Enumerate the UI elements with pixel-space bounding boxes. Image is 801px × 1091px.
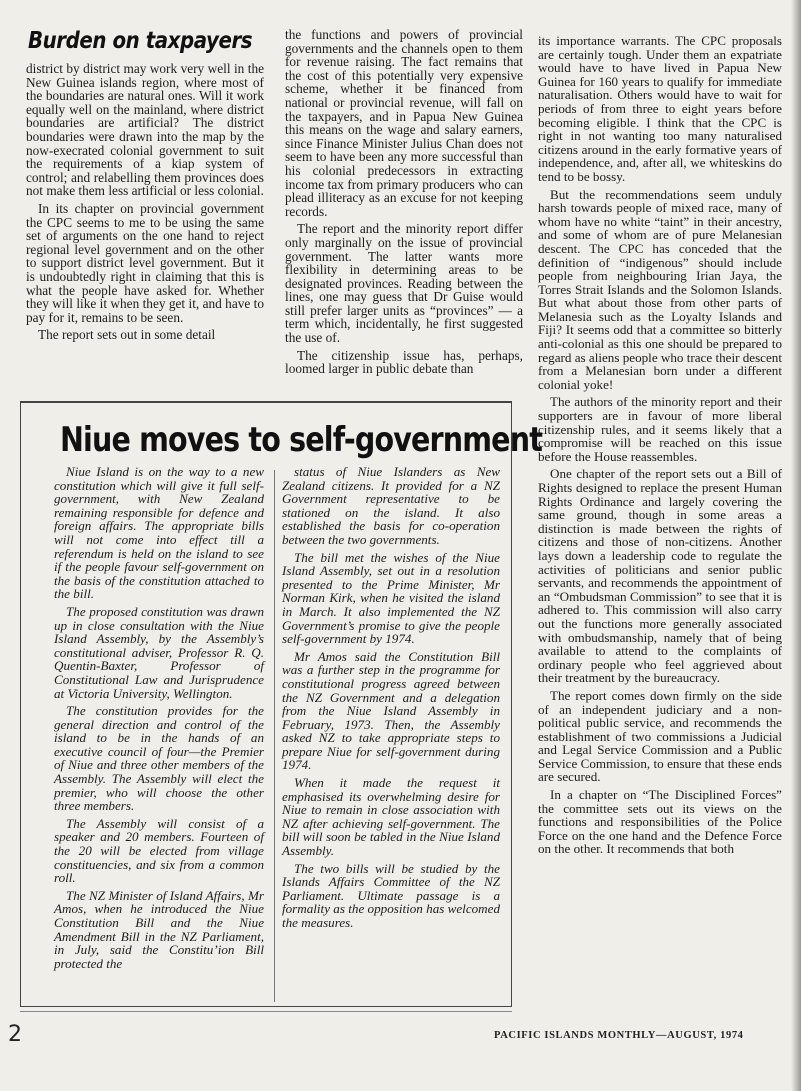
page-number: 2 xyxy=(8,1022,22,1047)
page-edge-shadow xyxy=(791,0,801,1091)
article-column-2 xyxy=(285,28,523,380)
paragraph: The bill met the wishes of the Niue Island Assembly, set out in a resolution presented to the Prime Minister, Mr Norman Kirk, when he visited the island in March. It also implemented the NZ Government’s promise to give the people self-government by 1974. xyxy=(282,549,500,647)
article-headline: Burden on taxpayers xyxy=(28,28,253,54)
boxed-story-headline: Niue moves to self-government xyxy=(60,420,543,460)
paragraph: One chapter of the report sets out a Bill of Rights designed to replace the present Human Rights Ordinance and largely covering the same ground, though in some areas a distinction is made between the rights of citizens and those of non-citizens. Another lays down a leadership code to regulate the activities of politicians and senior public servants, and recommends the appointment of an “Ombudsman Commission” to see that it is adhered to. This commission will also carry out the functions more generally associated with ombudsmanship, namely that of being available to attend to the complaints of ordinary people who feel aggrieved about their treatment by the bureaucracy. xyxy=(538,466,782,686)
article-column-3 xyxy=(538,34,782,860)
paragraph: The citizenship issue has, perhaps, loomed larger in public debate than xyxy=(285,347,523,377)
paragraph: The report comes down firmly on the side of an independent judiciary and a non-political public service, and recommends the establishment of two commissions a Judicial and Legal Service Commission and a Public Service Commission, to ensure that these ends are secured. xyxy=(538,687,782,785)
paragraph: When it made the request it emphasised its overwhelming desire for Niue to remain in close association with NZ after achieving self-government. The bill will soon be tabled in the Niue Island Assembly. xyxy=(282,775,500,859)
paragraph: In a chapter on “The Disciplined Forces” the committee sets out its views on the functions and responsibilities of the Police Force on the one hand and the Defence Force on the other. It recommends that both xyxy=(538,787,782,857)
paragraph: The Assembly will consist of a speaker and 20 members. Fourteen of the 20 will be elected from village constituencies, and six from a common roll. xyxy=(54,815,264,886)
running-footer: PACIFIC ISLANDS MONTHLY—AUGUST, 1974 xyxy=(494,1030,744,1041)
paragraph: In its chapter on provincial government the CPC seems to me to be using the same set of arguments on the one hand to reject regional level government and on the other to support district level government. But it is undoubtedly right in claiming that this is what the people have asked for. Whether they will like it when they get it, and have to pay for it, remains to be seen. xyxy=(26,200,264,325)
column-divider xyxy=(274,470,275,1002)
paragraph: The report sets out in some detail xyxy=(38,327,216,343)
paragraph: the functions and powers of provincial governments and the channels open to them for revenue raising. The fact remains that the cost of this potentially very expensive scheme, whether it be financed from national or provincial revenue, will fall on the taxpayers, and in Papua New Guinea this means on the wage and salary earners, since Finance Minister Julius Chan does not seem to have been any more successful than his colonial predecessors in extracting income tax from primary producers who can plead illiteracy as an excuse for not keeping records. xyxy=(285,27,523,219)
paragraph: district by district may work very well in the New Guinea islands region, where most of the boundaries are natural ones. Will it work equally well on the mainland, where district boundaries are artificial? The district boundaries were drawn into the map by the now-execrated colonial government to suit the requirements of a kiap system of control; and relabelling them provinces does not make them less artificial or less colonial. xyxy=(26,61,264,199)
paragraph: The authors of the minority report and their supporters are in favour of more liberal citizenship rules, and it seems likely that a compromise will be reached on this issue before the House reassembles. xyxy=(538,394,782,464)
footer-rule xyxy=(20,1011,512,1012)
paragraph: Niue Island is on the way to a new constitution which will give it full self-government, with New Zealand remaining responsible for defence and foreign affairs. The appropriate bills will not come into effect till a referendum is held on the island to see if the people favour self-government on the basis of the constitution attached to the bill. xyxy=(54,464,264,602)
paragraph: The NZ Minister of Island Affairs, Mr Amos, when he introduced the Niue Constitution Bill and the Niue Amendment Bill in the NZ Parliament, in July, said the Constitu’ion Bill protected the xyxy=(54,887,264,971)
paragraph: Mr Amos said the Constitution Bill was a further step in the programme for constitutional progress agreed between the NZ Government and a delegation from the Niue Island Assembly in February, 1973. Then, the Assembly asked NZ to take appropriate steps to prepare Niue for self-government during 1974. xyxy=(282,648,500,773)
paragraph: The two bills will be studied by the Islands Affairs Committee of the NZ Parliament. Ultimate passage is a formality as the opposition has welcomed the measures. xyxy=(282,860,500,930)
boxed-story-column-1 xyxy=(54,465,264,974)
article-column-1 xyxy=(26,62,264,346)
paragraph: The proposed constitution was drawn up in close consultation with the Niue Island Assembly, by the Assembly’s constitutional adviser, Professor R. Q. Quentin-Baxter, Professor of Constitutional Law and Jurisprudence at Victoria University, Wellington. xyxy=(54,603,264,701)
paragraph: The report and the minority report differ only marginally on the issue of provincial government. The latter wants more flexibility in determining areas to be designated provinces. Reading between the lines, one may guess that Dr Guise would still prefer larger units as “provinces” — a term which, incidentally, he first suggested the use of. xyxy=(285,221,523,346)
paragraph: its importance warrants. The CPC proposals are certainly tough. Under them an expatriate would have to have lived in Papua New Guinea for 160 years to qualify for immediate naturalisation. Others would have to wait for periods of from three to eight years before becoming eligible. I think that the CPC is right in not wanting too many naturalised citizens around in the early formative years of independence, and, after all, we whiteskins do tend to be bossy. xyxy=(538,33,782,184)
paragraph: The constitution provides for the general direction and control of the island to be in the hands of an executive council of four—the Premier of Niue and three other members of the Assembly. The Assembly will elect the premier, who will choose the other three members. xyxy=(54,703,264,814)
paragraph: But the recommendations seem unduly harsh towards people of mixed race, many of whom have no white “taint” in their ancestry, and some of whom are of pure Melanesian descent. The CPC has conceded that the definition of “indigenous” should include people from neighbouring Irian Jaya, the Torres Strait Islands and the Solomon Islands. But what about those from other parts of Melanesia such as the Loyalty Islands and Fiji? It seems odd that a committee so bitterly anti-colonial as this one should be prepared to regard as aliens people who trace their descent from a Melanesian born under a different colonial yoke! xyxy=(538,186,782,392)
paragraph: status of Niue Islanders as New Zealand citizens. It provided for a NZ Government representative to be stationed on the island. It also established the basis for co-operation between the two governments. xyxy=(282,464,500,547)
boxed-story-column-2 xyxy=(282,465,500,934)
